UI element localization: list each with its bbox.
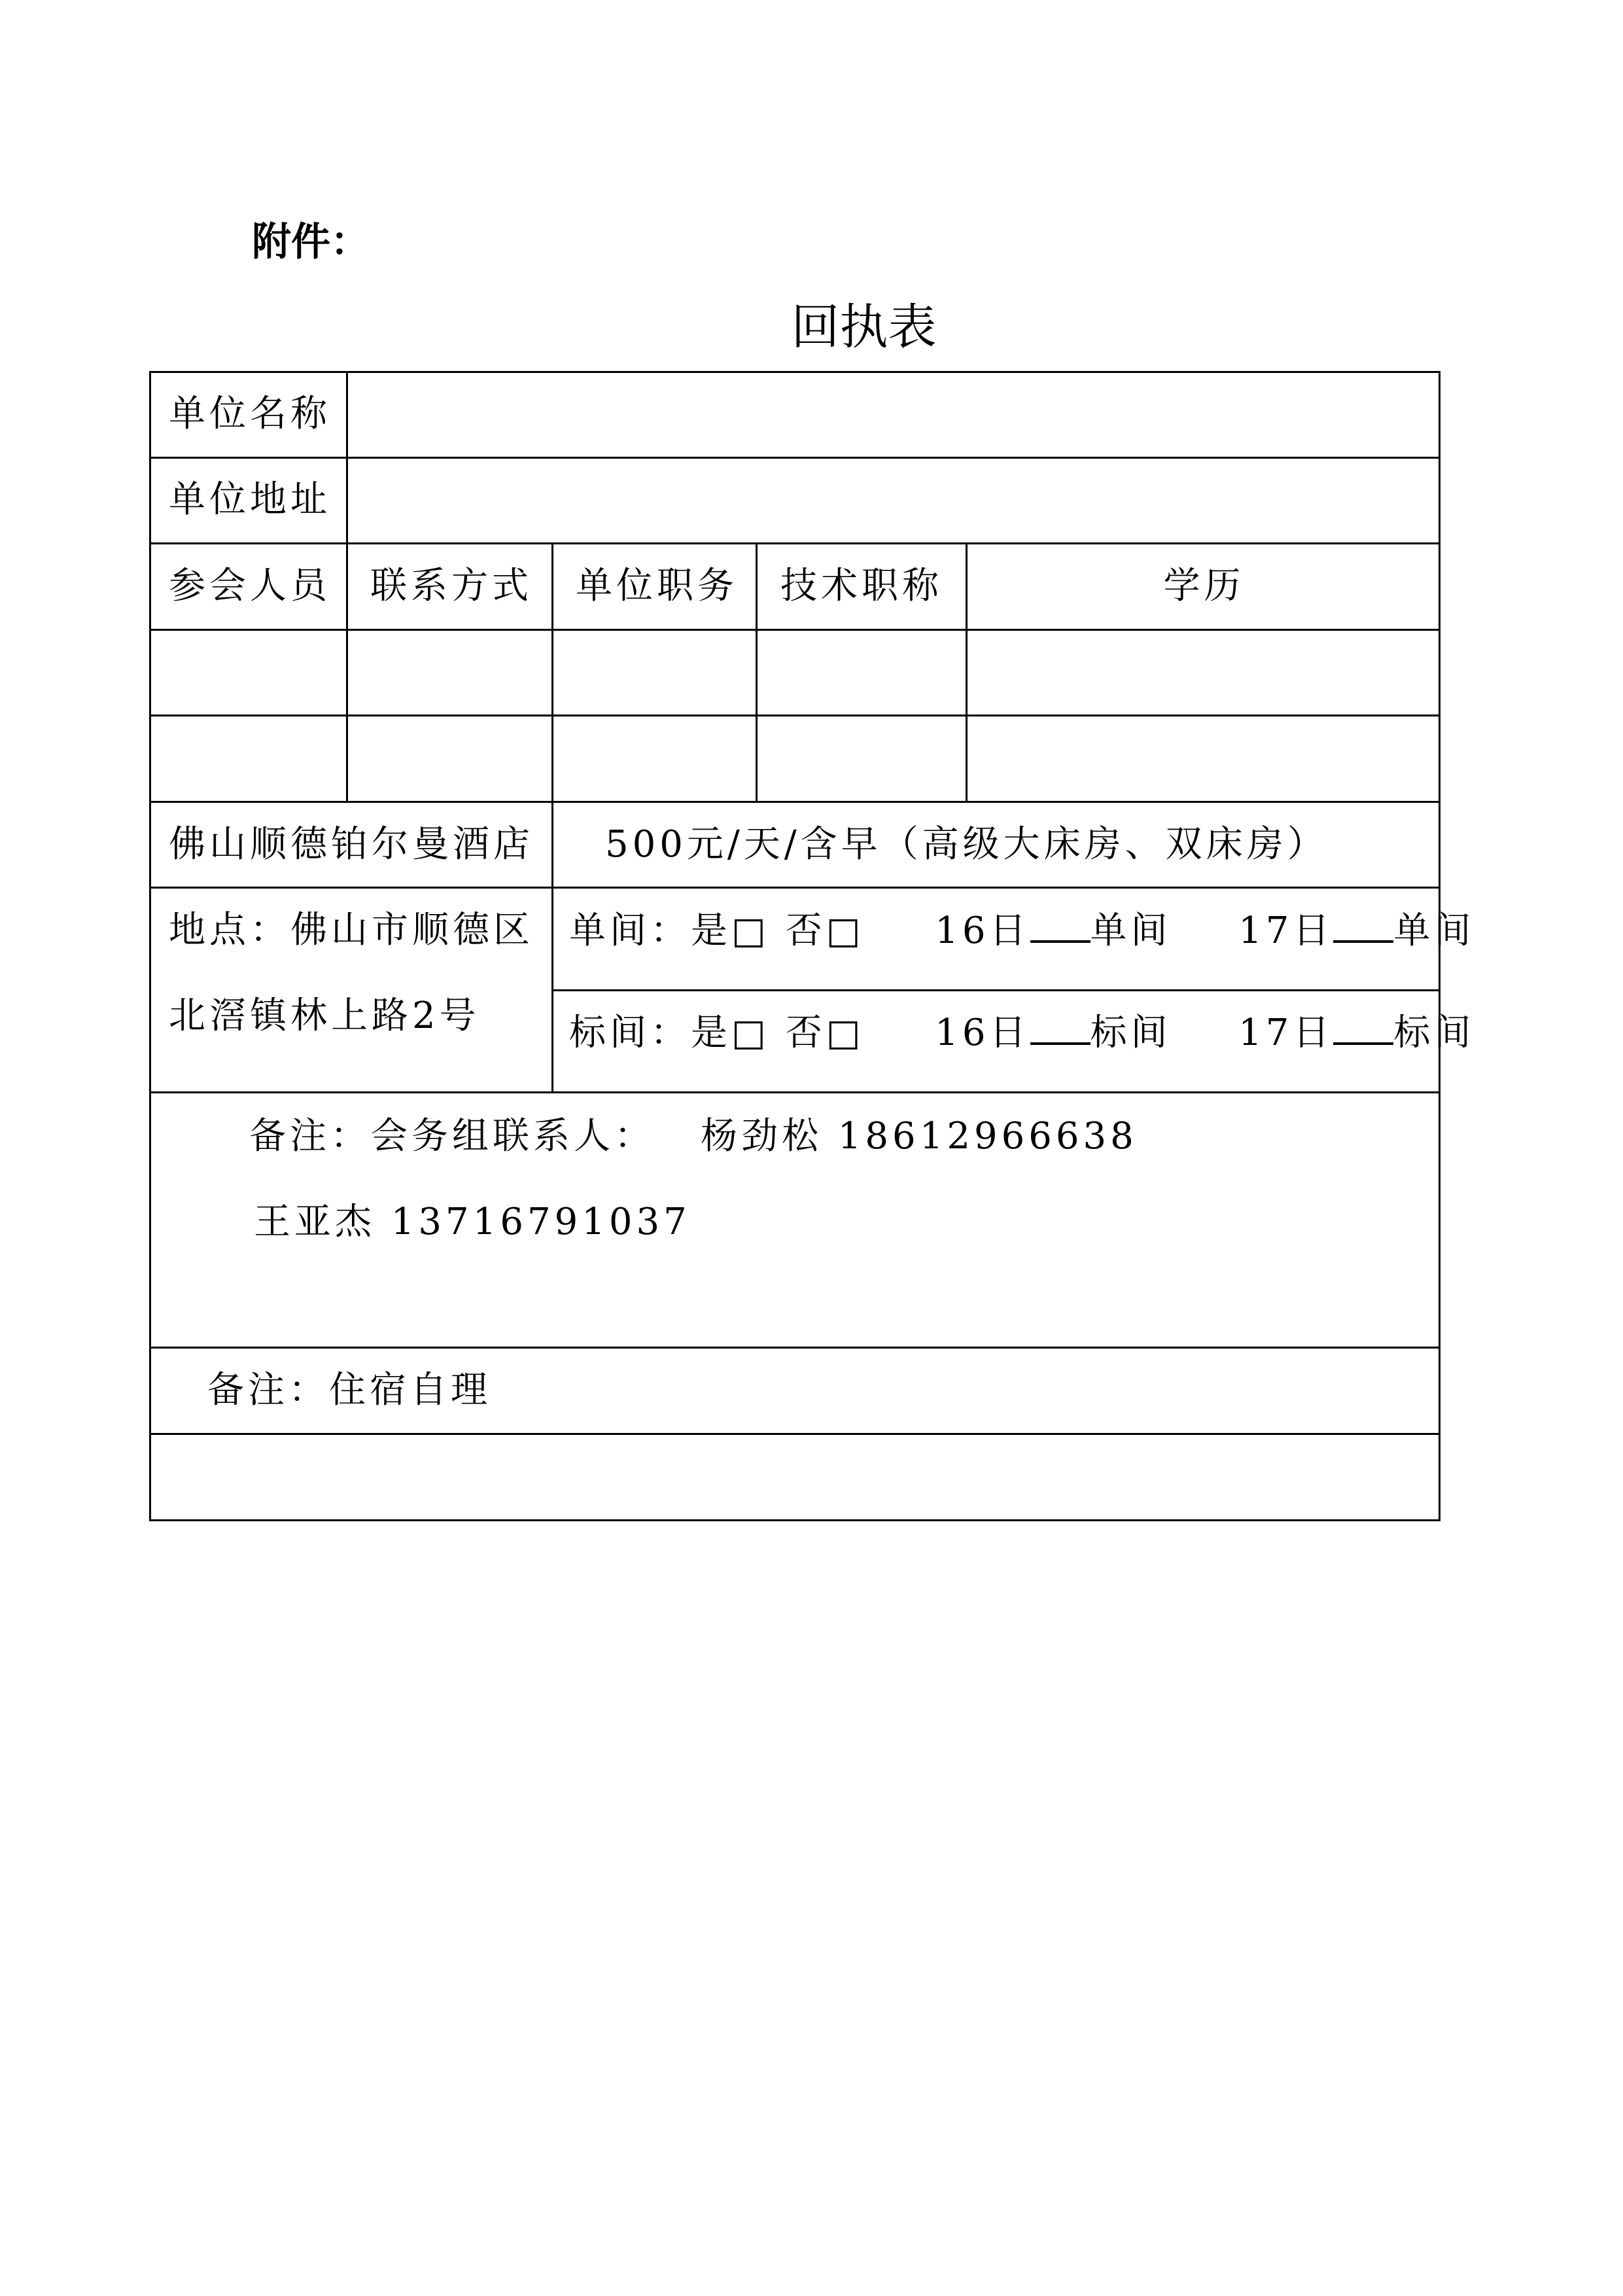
column-header: 技术职称 — [780, 565, 943, 607]
contact-2: 王亚杰 13716791037 — [254, 1201, 691, 1243]
single-room-option — [569, 908, 1475, 954]
single-room-suffix: 单间 — [1393, 910, 1475, 952]
row-divider — [149, 629, 1440, 631]
column-header: 参会人员 — [169, 565, 331, 607]
row-divider — [149, 887, 1440, 889]
blank-field[interactable] — [1030, 908, 1091, 943]
row-divider — [149, 1347, 1440, 1349]
row-divider — [149, 715, 1440, 716]
org-name-label: 单位名称 — [169, 393, 331, 435]
double-room-suffix: 标间 — [1090, 1012, 1172, 1054]
double-room-suffix: 标间 — [1393, 1012, 1475, 1054]
attachment-label: 附件： — [252, 219, 370, 265]
row-divider — [149, 1091, 1440, 1093]
blank-field[interactable] — [1333, 1010, 1393, 1045]
note-contacts — [249, 1114, 1138, 1159]
hotel-price: 500元/天/含早（高级大床房、双床房） — [605, 823, 1328, 866]
page-title: 回执表 — [791, 299, 937, 355]
column-divider — [346, 371, 348, 802]
column-header: 联系方式 — [370, 565, 532, 607]
blank-field[interactable] — [1030, 1010, 1091, 1045]
row-divider — [149, 1433, 1440, 1435]
single-room-label: 单间：是□ 否□ — [569, 910, 865, 952]
day17-label: 17日 — [1238, 910, 1334, 952]
column-divider — [551, 542, 553, 801]
double-room-label: 标间：是□ 否□ — [569, 1012, 865, 1054]
row-divider — [149, 542, 1440, 544]
column-divider — [551, 801, 553, 1092]
day16-label: 16日 — [935, 910, 1030, 952]
row-divider — [149, 457, 1440, 459]
location-line-1: 地点：佛山市顺德区 — [169, 909, 534, 951]
note-contacts-label: 备注：会务组联系人： — [249, 1115, 655, 1157]
org-address-label: 单位地址 — [169, 478, 331, 521]
column-header: 单位职务 — [576, 565, 738, 607]
double-room-option — [569, 1010, 1475, 1056]
hotel-name: 佛山顺德铂尔曼酒店 — [169, 823, 534, 866]
column-header: 学历 — [1163, 565, 1245, 607]
single-room-suffix: 单间 — [1090, 910, 1172, 952]
row-divider — [551, 989, 1440, 991]
note-accommodation: 备注：住宿自理 — [207, 1369, 491, 1411]
row-divider — [149, 801, 1440, 803]
day17-label: 17日 — [1238, 1012, 1334, 1054]
location-line-2: 北滘镇林上路2号 — [169, 995, 480, 1037]
day16-label: 16日 — [935, 1012, 1030, 1054]
blank-field[interactable] — [1333, 908, 1393, 943]
contact-1: 杨劲松 18612966638 — [701, 1115, 1138, 1157]
column-divider — [756, 542, 758, 801]
